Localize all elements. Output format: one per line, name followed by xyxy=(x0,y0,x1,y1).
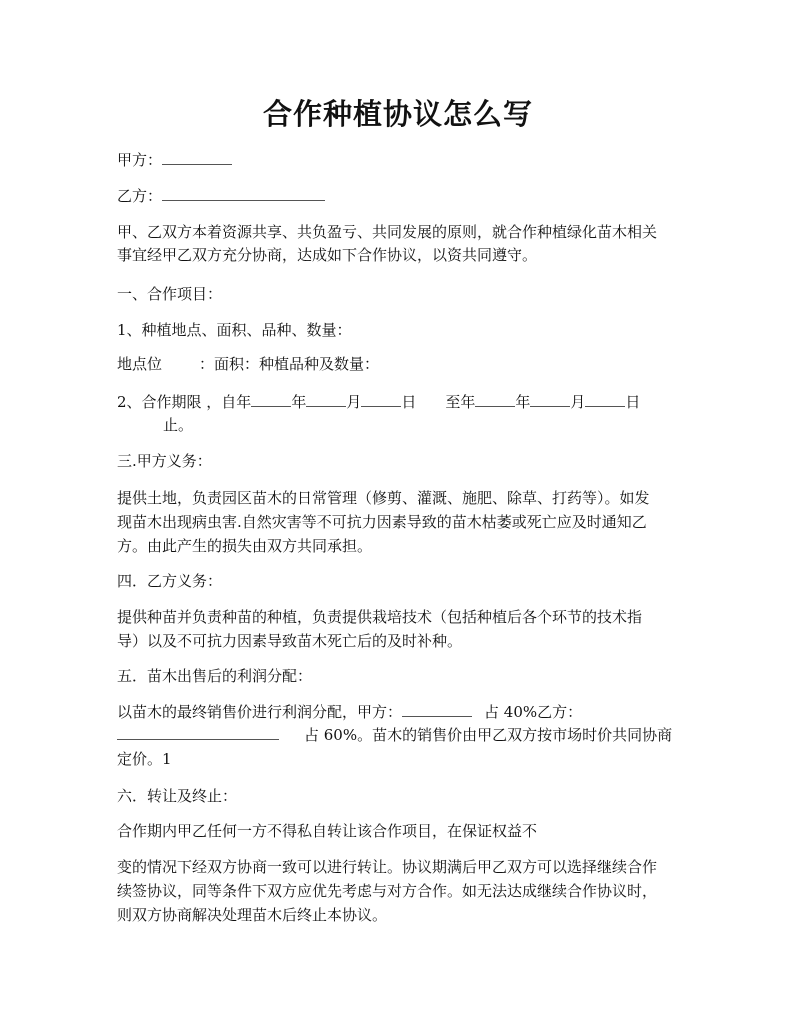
section-5-line-1 xyxy=(117,702,582,722)
intro-line-1: 甲、乙双方本着资源共享、共负盈亏、共同发展的原则，就合作种植绿化苗木相关 xyxy=(117,223,658,241)
intro-line-2: 事宜经甲乙双方充分协商，达成如下合作协议，以资共同遵守。 xyxy=(117,246,538,264)
section-4-line-2: 导）以及不可抗力因素导致苗木死亡后的及时补种。 xyxy=(117,632,463,650)
section-5-line-2 xyxy=(117,725,672,745)
party-b-share: 占 60%。苗木的销售价由甲乙双方按市场时价共同协商 xyxy=(304,726,673,744)
term-lead: 2、合作期限 ，自年 xyxy=(117,393,252,411)
profit-intro: 以苗木的最终销售价进行利润分配，甲方： xyxy=(117,703,403,721)
party-a-share-blank xyxy=(402,702,472,717)
month-label-2: 月 xyxy=(570,393,586,411)
party-b-line xyxy=(117,186,325,206)
section-6-line-4: 则双方协商解决处理苗木后终止本协议。 xyxy=(117,906,388,924)
section-6-heading: 六．转让及终止： xyxy=(117,787,238,805)
day-label-2: 日 xyxy=(625,393,641,411)
party-b-share-blank xyxy=(117,725,279,740)
document-title: 合作种植协议怎么写 xyxy=(262,97,533,131)
section-3-heading: 三.甲方义务： xyxy=(117,452,212,470)
start-month-blank xyxy=(306,392,346,407)
section-6-line-1: 合作期内甲乙任何一方不得私自转让该合作项目，在保证权益不 xyxy=(117,822,538,840)
party-b-blank xyxy=(162,186,325,201)
section-4-heading: 四．乙方义务： xyxy=(117,572,223,590)
section-1-item-1: 1、种植地点、面积、品种、数量： xyxy=(117,321,352,339)
section-3-line-2: 现苗木出现病虫害.自然灾害等不可抗力因素导致的苗木枯萎或死亡应及时通知乙 xyxy=(117,513,647,531)
to-label: 至年 xyxy=(445,393,476,411)
party-a-line xyxy=(117,150,232,170)
section-5-heading: 五．苗木出售后的利润分配： xyxy=(117,667,313,685)
section-3-line-1: 提供土地，负责园区苗木的日常管理（修剪、灌溉、施肥、除草、打药等）。如发 xyxy=(117,489,650,507)
section-1-heading: 一、合作项目： xyxy=(117,285,223,303)
section-6-line-3: 续签协议，同等条件下双方应优先考虑与对方合作。如无法达成继续合作协议时， xyxy=(117,882,658,900)
party-b-label: 乙方： xyxy=(117,187,163,205)
area-label: ：面积：种植品种及数量： xyxy=(199,355,380,373)
party-a-blank xyxy=(162,150,232,165)
section-3-line-3: 方。由此产生的损失由双方共同承担。 xyxy=(117,537,373,555)
end-month-blank xyxy=(530,392,570,407)
start-year-blank xyxy=(251,392,291,407)
end-day-blank xyxy=(585,392,625,407)
party-a-label: 甲方： xyxy=(117,151,163,169)
section-1-item-2-end: 止。 xyxy=(163,416,194,434)
day-label: 日 xyxy=(401,393,417,411)
location-label: 地点位 xyxy=(117,355,163,373)
month-label: 月 xyxy=(346,393,362,411)
year-label-2: 年 xyxy=(515,393,531,411)
section-5-line-3: 定价。1 xyxy=(117,750,172,768)
end-year-blank xyxy=(475,392,515,407)
section-1-item-2 xyxy=(117,392,640,412)
party-a-share: 占 40%乙方： xyxy=(484,703,583,721)
start-day-blank xyxy=(361,392,401,407)
section-6-line-2: 变的情况下经双方协商一致可以进行转让。协议期满后甲乙双方可以选择继续合作 xyxy=(117,858,658,876)
section-1-location-line xyxy=(117,354,379,374)
year-label: 年 xyxy=(291,393,307,411)
section-4-line-1: 提供种苗并负责种苗的种植，负责提供栽培技术（包括种植后各个环节的技术指 xyxy=(117,608,643,626)
